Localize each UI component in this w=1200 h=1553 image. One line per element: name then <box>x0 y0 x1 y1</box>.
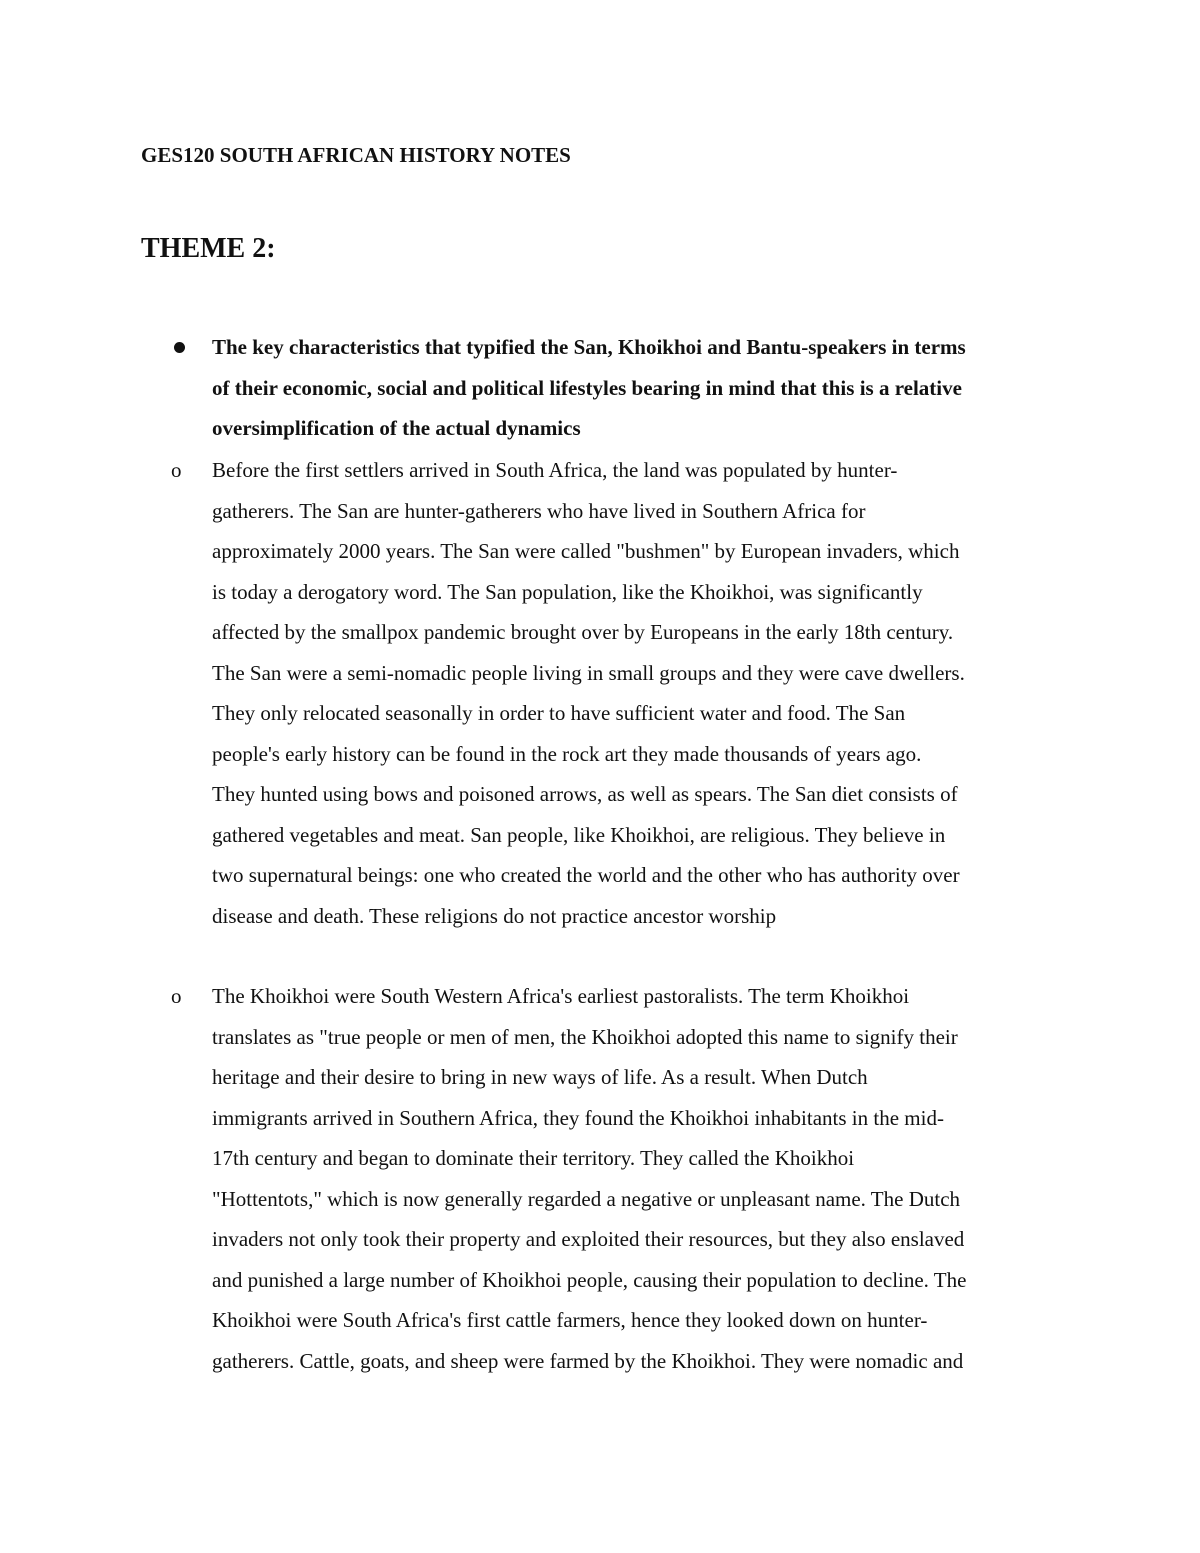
text-line: is today a derogatory word. The San population, like the Khoikhoi, was significantly <box>212 579 923 604</box>
document-title: GES120 SOUTH AFRICAN HISTORY NOTES <box>141 143 571 167</box>
text-line: They hunted using bows and poisoned arrows, as well as spears. The San diet consists of <box>212 782 958 806</box>
text-line: two supernatural beings: one who created the world and the other who has authority over <box>212 863 960 887</box>
text-line: "Hottentots," which is now generally regarded a negative or unpleasant name. The Dutch <box>212 1186 961 1211</box>
sub-bullet-marker: o <box>171 984 182 1008</box>
text-line: oversimplification of the actual dynamics <box>212 416 581 440</box>
text-line: and punished a large number of Khoikhoi people, causing their population to decline. The <box>212 1267 967 1292</box>
text-line: gatherers. The San are hunter-gatherers who have lived in Southern Africa for <box>212 498 866 523</box>
text-line: Before the first settlers arrived in South Africa, the land was populated by hunter- <box>212 458 898 482</box>
text-line: heritage and their desire to bring in new ways of life. As a result. When Dutch <box>212 1065 868 1089</box>
text-line: translates as "true people or men of men, the Khoikhoi adopted this name to signify their <box>212 1024 958 1049</box>
list-item-text <box>212 450 1072 936</box>
text-line: The San were a semi-nomadic people living in small groups and they were cave dwellers. <box>212 660 965 685</box>
text-line: of their economic, social and political lifestyles bearing in mind that this is a relative <box>212 375 962 400</box>
text-line: people's early history can be found in the rock art they made thousands of years ago. <box>212 741 922 766</box>
text-line: The Khoikhoi were South Western Africa's earliest pastoralists. The term Khoikhoi <box>212 984 910 1008</box>
list-item-text <box>212 327 1072 449</box>
text-line: 17th century and began to dominate their territory. They called the Khoikhoi <box>212 1146 855 1170</box>
text-line: gatherers. Cattle, goats, and sheep were farmed by the Khoikhoi. They were nomadic and <box>212 1348 964 1373</box>
text-line: approximately 2000 years. The San were called "bushmen" by European invaders, which <box>212 539 960 563</box>
text-line: immigrants arrived in Southern Africa, they found the Khoikhoi inhabitants in the mid- <box>212 1105 944 1130</box>
text-line: invaders not only took their property and exploited their resources, but they also enslaved <box>212 1227 965 1251</box>
text-line: gathered vegetables and meat. San people, like Khoikhoi, are religious. They believe in <box>212 822 946 847</box>
text-line: affected by the smallpox pandemic brought over by Europeans in the early 18th century. <box>212 620 954 644</box>
theme-heading: THEME 2: <box>141 233 276 264</box>
text-line: They only relocated seasonally in order to have sufficient water and food. The San <box>212 701 906 725</box>
list-item-text <box>212 976 1072 1381</box>
text-line: The key characteristics that typified the San, Khoikhoi and Bantu-speakers in terms <box>212 335 966 359</box>
sub-bullet-marker: o <box>171 458 182 482</box>
text-line: disease and death. These religions do not practice ancestor worship <box>212 903 777 928</box>
text-line: Khoikhoi were South Africa's first cattle farmers, hence they looked down on hunter- <box>212 1308 928 1332</box>
bullet-icon <box>174 342 185 353</box>
